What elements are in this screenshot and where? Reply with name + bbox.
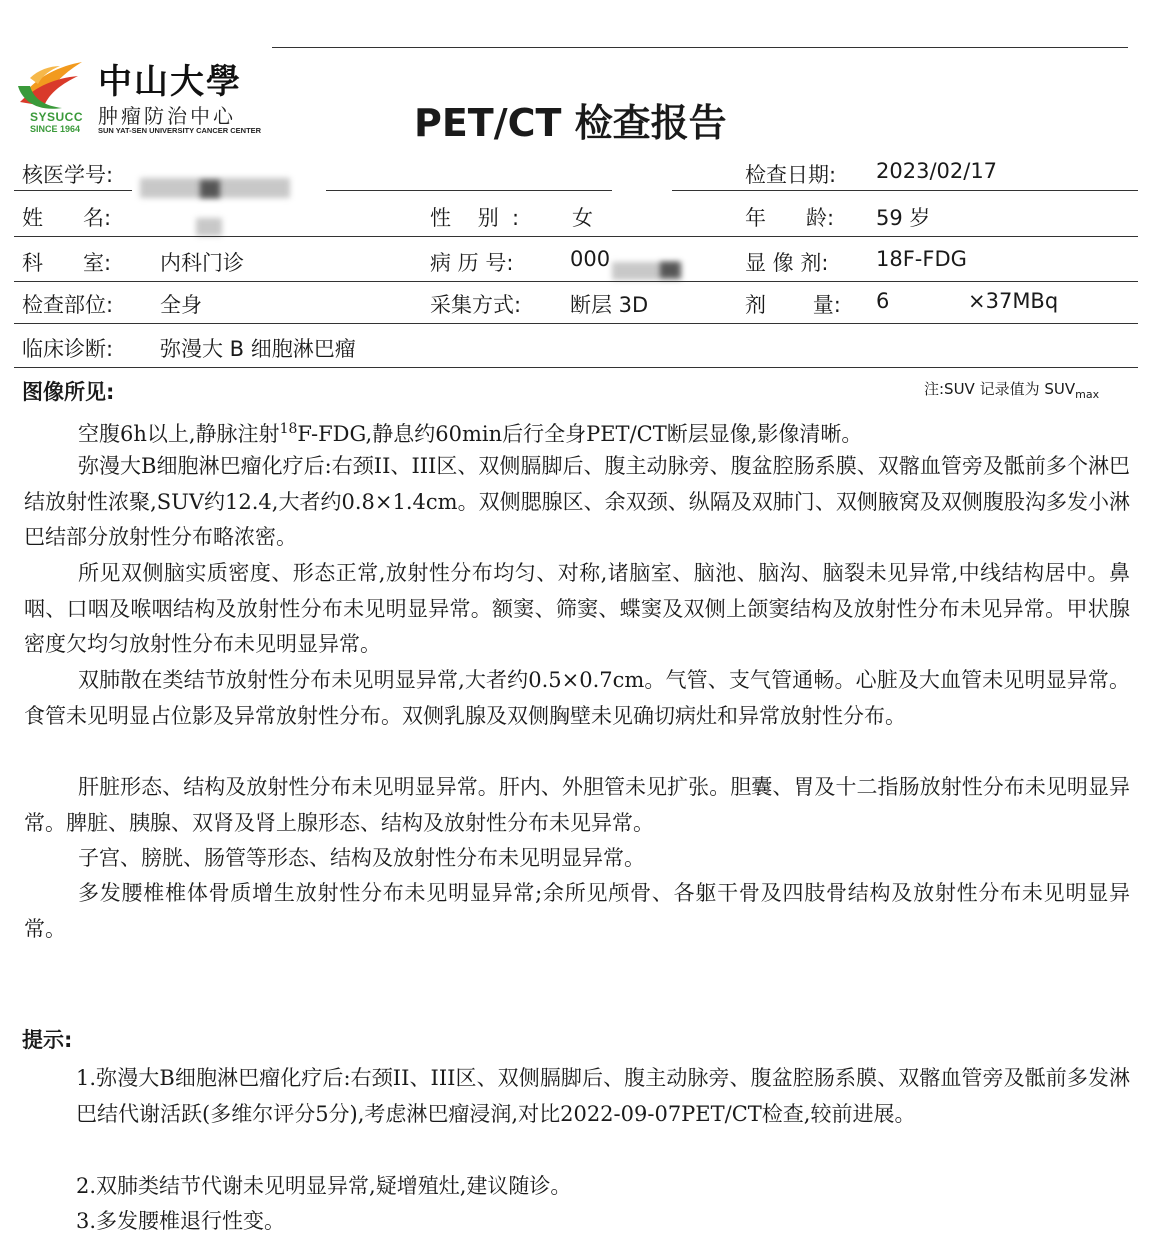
diagnosis-value: 弥漫大 B 细胞淋巴瘤 xyxy=(160,337,356,361)
impression-item-3: 3.多发腰椎退行性变。 xyxy=(76,1209,286,1233)
suv-note-sub: max xyxy=(1075,388,1100,401)
redacted-record-no xyxy=(660,262,680,278)
agent-label: 显 像 剂: xyxy=(745,251,829,275)
suv-note-text: 注:SUV 记录值为 SUV xyxy=(924,380,1076,398)
hospital-logo xyxy=(14,52,264,138)
site-value: 全身 xyxy=(160,293,202,317)
name-label: 姓 名: xyxy=(22,206,112,230)
finding-paragraph: 空腹6h以上,静脉注射$^{18}$F-FDG,静息约60min后行全身PET/CT断层显像,影像清晰。 xyxy=(78,421,863,446)
logo-abbr: SYSUCC xyxy=(30,110,84,124)
dose-label: 剂 量: xyxy=(745,293,841,317)
impression-item-2: 2.双肺类结节代谢未见明显异常,疑增殖灶,建议随诊。 xyxy=(76,1174,572,1198)
logo-cn: 中山大學 xyxy=(98,62,242,102)
finding-paragraph: 子宫、膀胱、肠管等形态、结构及放射性分布未见明显异常。 xyxy=(78,846,645,870)
redacted-name xyxy=(196,218,222,236)
age-value: 59 岁 xyxy=(876,206,931,230)
finding-paragraph: 多发腰椎椎体骨质增生放射性分布未见明显异常;余所见颅骨、各躯干骨及四肢骨结构及放射性分布未见明显异常。 xyxy=(24,881,1130,941)
dept-label: 科 室: xyxy=(22,251,112,275)
record-no-value: 000 xyxy=(570,247,611,271)
record-no-label: 病 历 号: xyxy=(430,251,514,275)
impression-heading: 提示: xyxy=(22,1028,73,1052)
nuclear-no-label: 核医学号: xyxy=(22,163,114,187)
dose-unit: ×37MBq xyxy=(968,289,1059,313)
finding-paragraph: 所见双侧脑实质密度、形态正常,放射性分布均匀、对称,诸脑室、脑池、脑沟、脑裂未见异常,中线结构居中。鼻咽、口咽及喉咽结构及放射性分布未见明显异常。额窦、筛窦、蝶窦及双侧上颌窦结构及放射性分布未见异常。甲状腺密度欠均匀放射性分布未见明显异常。 xyxy=(24,561,1130,656)
diagnosis-label: 临床诊断: xyxy=(22,337,114,361)
exam-date-value: 2023/02/17 xyxy=(876,159,998,183)
dose-value: 6 xyxy=(876,289,890,313)
age-label: 年 龄: xyxy=(745,206,835,230)
agent-value: 18F-FDG xyxy=(876,247,967,271)
method-label: 采集方式: xyxy=(430,293,522,317)
gender-value: 女 xyxy=(572,206,593,230)
report-title: PET/CT 检查报告 xyxy=(414,101,727,145)
method-value: 断层 3D xyxy=(570,293,649,317)
dept-value: 内科门诊 xyxy=(160,251,244,275)
logo-en: SUN YAT-SEN UNIVERSITY CANCER CENTER xyxy=(98,126,262,135)
header-top-rule xyxy=(272,47,1128,48)
finding-paragraph: 肝脏形态、结构及放射性分布未见明显异常。肝内、外胆管未见扩张。胆囊、胃及十二指肠放射性分布未见明显异常。脾脏、胰腺、双肾及肾上腺形态、结构及放射性分布未见异常。 xyxy=(24,775,1130,835)
suv-note xyxy=(924,378,1099,401)
finding-paragraph: 双肺散在类结节放射性分布未见明显异常,大者约0.5×0.7cm。气管、支气管通畅。心脏及大血管未见明显异常。食管未见明显占位影及异常放射性分布。双侧乳腺及双侧胸壁未见确切病灶和异常放射性分布。 xyxy=(24,668,1130,728)
findings-heading: 图像所见: xyxy=(22,380,115,404)
redacted-nuclear-no xyxy=(200,180,220,198)
exam-date-label: 检查日期: xyxy=(745,163,837,187)
site-label: 检查部位: xyxy=(22,293,114,317)
logo-sub-cn: 肿瘤防治中心 xyxy=(98,104,236,128)
impression-item-1: 1.弥漫大B细胞淋巴瘤化疗后:右颈II、III区、双侧膈脚后、腹主动脉旁、腹盆腔肠系膜、双髂血管旁及骶前多发淋巴结代谢活跃(多维尔评分5分),考虑淋巴瘤浸润,对比2022-09-07PET/CT检查,较前进展。 xyxy=(76,1066,1130,1126)
finding-paragraph: 弥漫大B细胞淋巴瘤化疗后:右颈II、III区、双侧膈脚后、腹主动脉旁、腹盆腔肠系膜、双髂血管旁及骶前多个淋巴结放射性浓聚,SUV约12.4,大者约0.8×1.4cm。双侧腮腺区、余双颈、纵隔及双肺门、双侧腋窝及双侧腹股沟多发小淋巴结部分放射性分布略浓密。 xyxy=(24,454,1130,549)
gender-label: 性 别 : xyxy=(430,206,520,230)
logo-since: SINCE 1964 xyxy=(30,124,81,134)
sysucc-emblem-icon xyxy=(16,56,88,118)
